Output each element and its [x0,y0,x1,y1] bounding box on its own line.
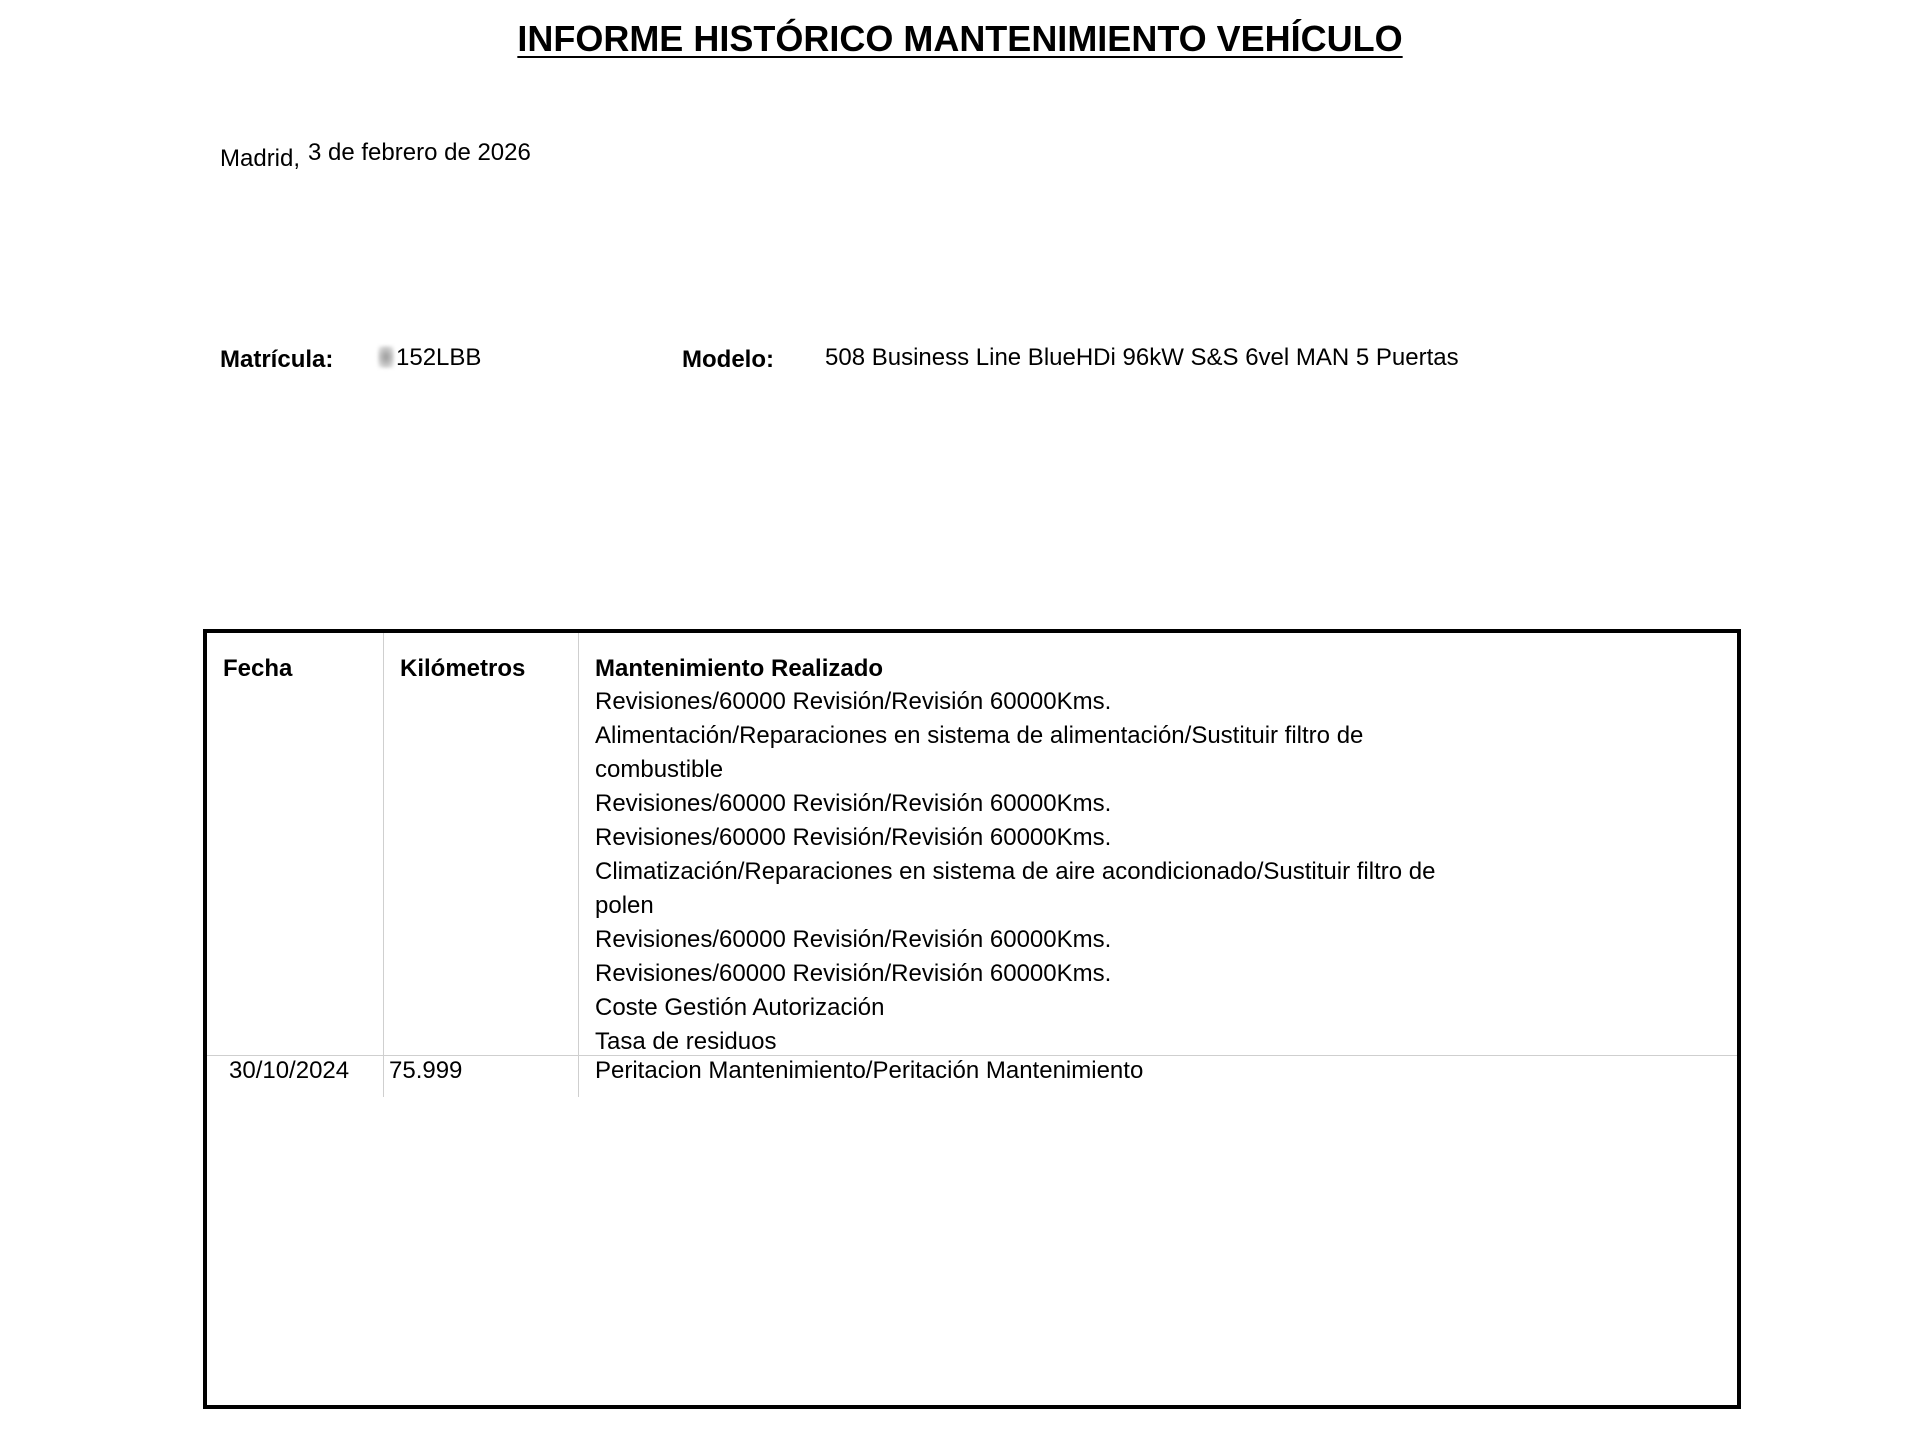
report-date: 3 de febrero de 2026 [308,139,531,166]
maintenance-line: Climatización/Reparaciones en sistema de aire acondicionado/Sustituir filtro de [595,858,1436,885]
maintenance-line: combustible [595,756,724,783]
maintenance-line: Revisiones/60000 Revisión/Revisión 60000Kms. [595,960,1112,987]
redacted-blur [378,346,394,368]
plate-value [378,344,481,372]
row-date: 30/10/2024 [229,1057,350,1084]
header-maintenance: Mantenimiento Realizado [595,655,884,682]
row-km: 75.999 [389,1057,463,1084]
header-date: Fecha [223,655,293,682]
model-label: Modelo: [682,346,774,373]
row-maintenance: Peritacion Mantenimiento/Peritación Mantenimiento [595,1057,1144,1084]
maintenance-table [203,629,1741,1409]
maintenance-line: Tasa de residuos [595,1028,777,1055]
plate-text: 152LBB [396,344,482,371]
maintenance-line: Coste Gestión Autorización [595,994,885,1021]
maintenance-line: Revisiones/60000 Revisión/Revisión 60000Kms. [595,824,1112,851]
maintenance-line: polen [595,892,654,919]
column-divider [383,633,384,1097]
report-title: INFORME HISTÓRICO MANTENIMIENTO VEHÍCULO [517,18,1403,59]
maintenance-line: Alimentación/Reparaciones en sistema de alimentación/Sustituir filtro de [595,722,1364,749]
model-value: 508 Business Line BlueHDi 96kW S&S 6vel MAN 5 Puertas [825,344,1459,371]
report-place: Madrid, [220,145,301,172]
header-km: Kilómetros [400,655,526,682]
maintenance-list [595,685,1435,1059]
maintenance-line: Revisiones/60000 Revisión/Revisión 60000Kms. [595,926,1112,953]
plate-label: Matrícula: [220,346,334,373]
maintenance-line: Revisiones/60000 Revisión/Revisión 60000Kms. [595,790,1112,817]
maintenance-line: Revisiones/60000 Revisión/Revisión 60000Kms. [595,688,1112,715]
column-divider [578,633,579,1097]
